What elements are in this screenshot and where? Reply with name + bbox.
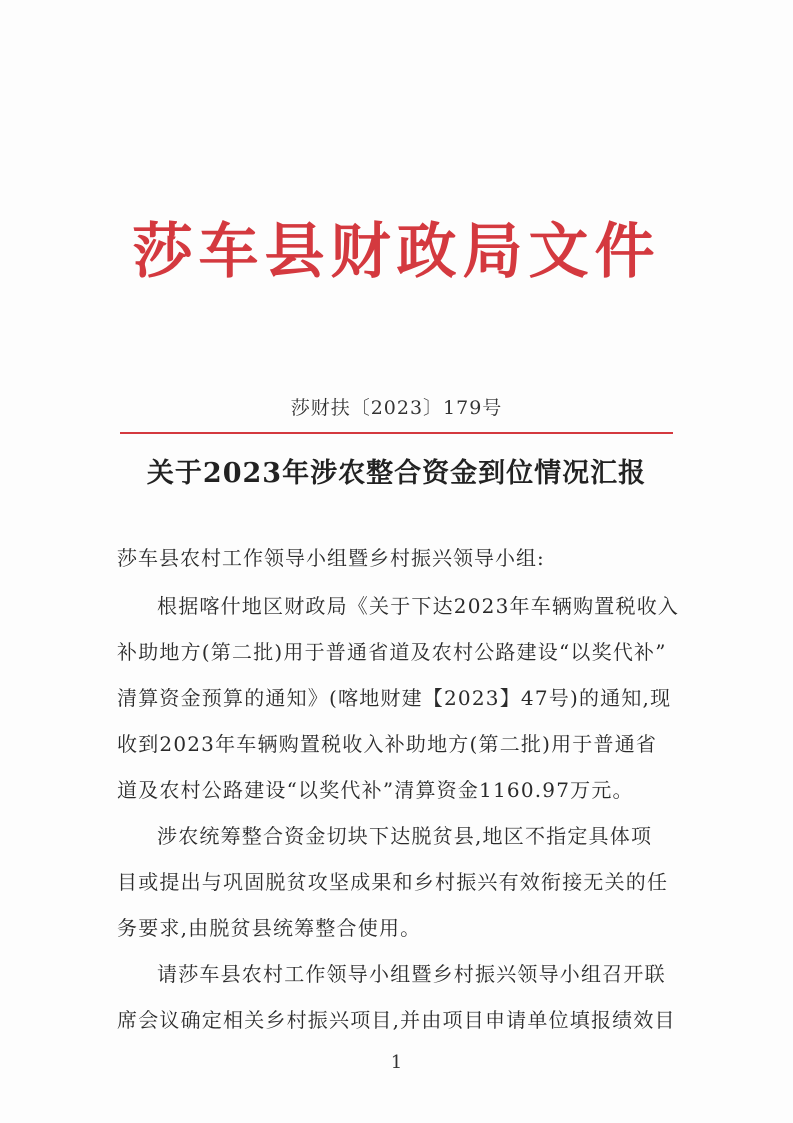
paragraph-1-line-3: 清算资金预算的通知》(喀地财建【2023】47号)的通知,现 [117, 686, 672, 710]
salutation: 莎车县农村工作领导小组暨乡村振兴领导小组: [117, 546, 545, 570]
paragraph-1-line-2: 补助地方(第二批)用于普通省道及农村公路建设“以奖代补” [117, 640, 667, 664]
paragraph-2-line-3: 务要求,由脱贫县统筹整合使用。 [117, 916, 422, 940]
red-divider-line [120, 432, 673, 434]
paragraph-3-line-2: 席会议确定相关乡村振兴项目,并由项目申请单位填报绩效目 [117, 1008, 676, 1032]
document-number: 莎财扶〔2023〕179号 [290, 397, 503, 419]
paragraph-3-line-1: 请莎车县农村工作领导小组暨乡村振兴领导小组召开联 [157, 962, 666, 986]
paragraph-1-line-5: 道及农村公路建设“以奖代补”清算资金1160.97万元。 [117, 778, 634, 802]
report-title: 关于2023年涉农整合资金到位情况汇报 [146, 458, 647, 489]
page-number: 1 [390, 1052, 403, 1073]
issuing-authority-title: 莎车县财政局文件 [132, 217, 661, 287]
paragraph-1-line-4: 收到2023年车辆购置税收入补助地方(第二批)用于普通省 [117, 732, 658, 756]
paragraph-1-line-1: 根据喀什地区财政局《关于下达2023年车辆购置税收入 [157, 594, 680, 618]
paragraph-2-line-2: 目或提出与巩固脱贫攻坚成果和乡村振兴有效衔接无关的任 [117, 870, 669, 894]
paragraph-2-line-1: 涉农统筹整合资金切块下达脱贫县,地区不指定具体项 [157, 824, 653, 848]
